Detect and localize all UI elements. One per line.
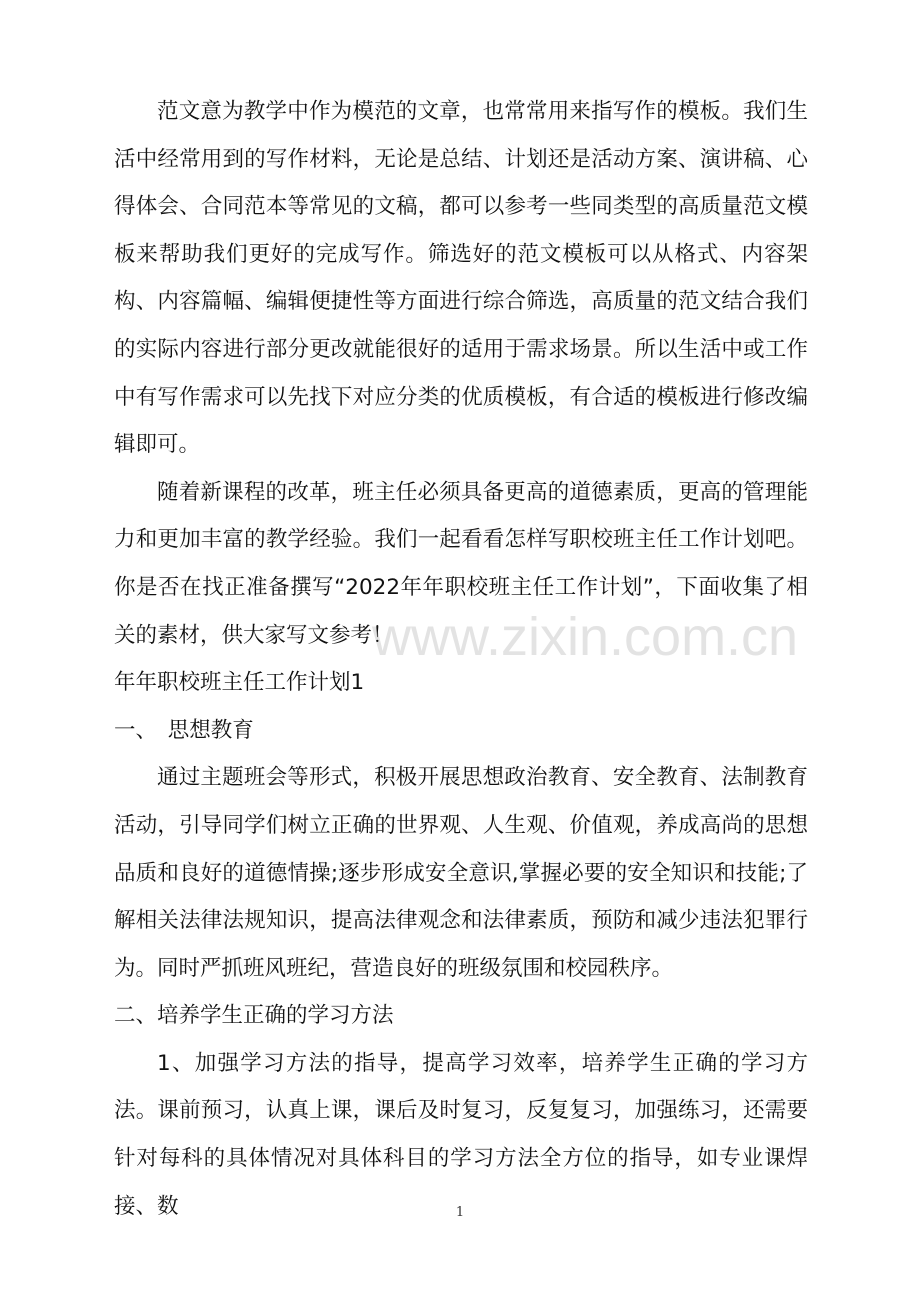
plan-title: 年年职校班主任工作计划1 bbox=[114, 670, 365, 696]
context-paragraph: 随着新课程的改革，班主任必须具备更高的道德素质，更高的管理能力和更加丰富的教学经验。我们一起看看怎样写职校班主任工作计划吧。你是否在找正准备撰写“2022年年职校班主任工作计划”，下面收集了相关的素材，供大家写文参考！ bbox=[114, 479, 808, 648]
page-number: 1 bbox=[455, 1205, 465, 1220]
intro-paragraph: 范文意为教学中作为模范的文章，也常常用来指写作的模板。我们生活中经常用到的写作材料，无论是总结、计划还是活动方案、演讲稿、心得体会、合同范本等常见的文稿，都可以参考一些同类型的高质量范文模板来帮助我们更好的完成写作。筛选好的范文模板可以从格式、内容架构、内容篇幅、编辑便捷性等方面进行综合筛选，高质量的范文结合我们的实际内容进行部分更改就能很好的适用于需求场景。所以生活中或工作中有写作需求可以先找下对应分类的优质模板，有合适的模板进行修改编辑即可。 bbox=[114, 99, 808, 458]
document-body bbox=[114, 88, 808, 1230]
watermark: www.zixin.com.cn bbox=[372, 607, 799, 667]
section-heading-study-methods: 二、培养学生正确的学习方法 bbox=[114, 1003, 394, 1029]
ideology-paragraph: 通过主题班会等形式，积极开展思想政治教育、安全教育、法制教育活动，引导同学们树立正确的世界观、人生观、价值观，养成高尚的思想品质和良好的道德情操;逐步形成安全意识,掌握必要的安全知识和技能;了解相关法律法规知识，提高法律观念和法律素质，预防和减少违法犯罪行为。同时严抓班风班纪，营造良好的班级氛围和校园秩序。 bbox=[114, 765, 808, 981]
study-methods-paragraph: 1、加强学习方法的指导，提高学习效率，培养学生正确的学习方法。课前预习，认真上课，课后及时复习，反复复习，加强练习，还需要针对每科的具体情况对具体科目的学习方法全方位的指导，如专业课焊接、数 bbox=[114, 1050, 808, 1219]
section-heading-ideology: 一、 思想教育 bbox=[114, 717, 254, 743]
